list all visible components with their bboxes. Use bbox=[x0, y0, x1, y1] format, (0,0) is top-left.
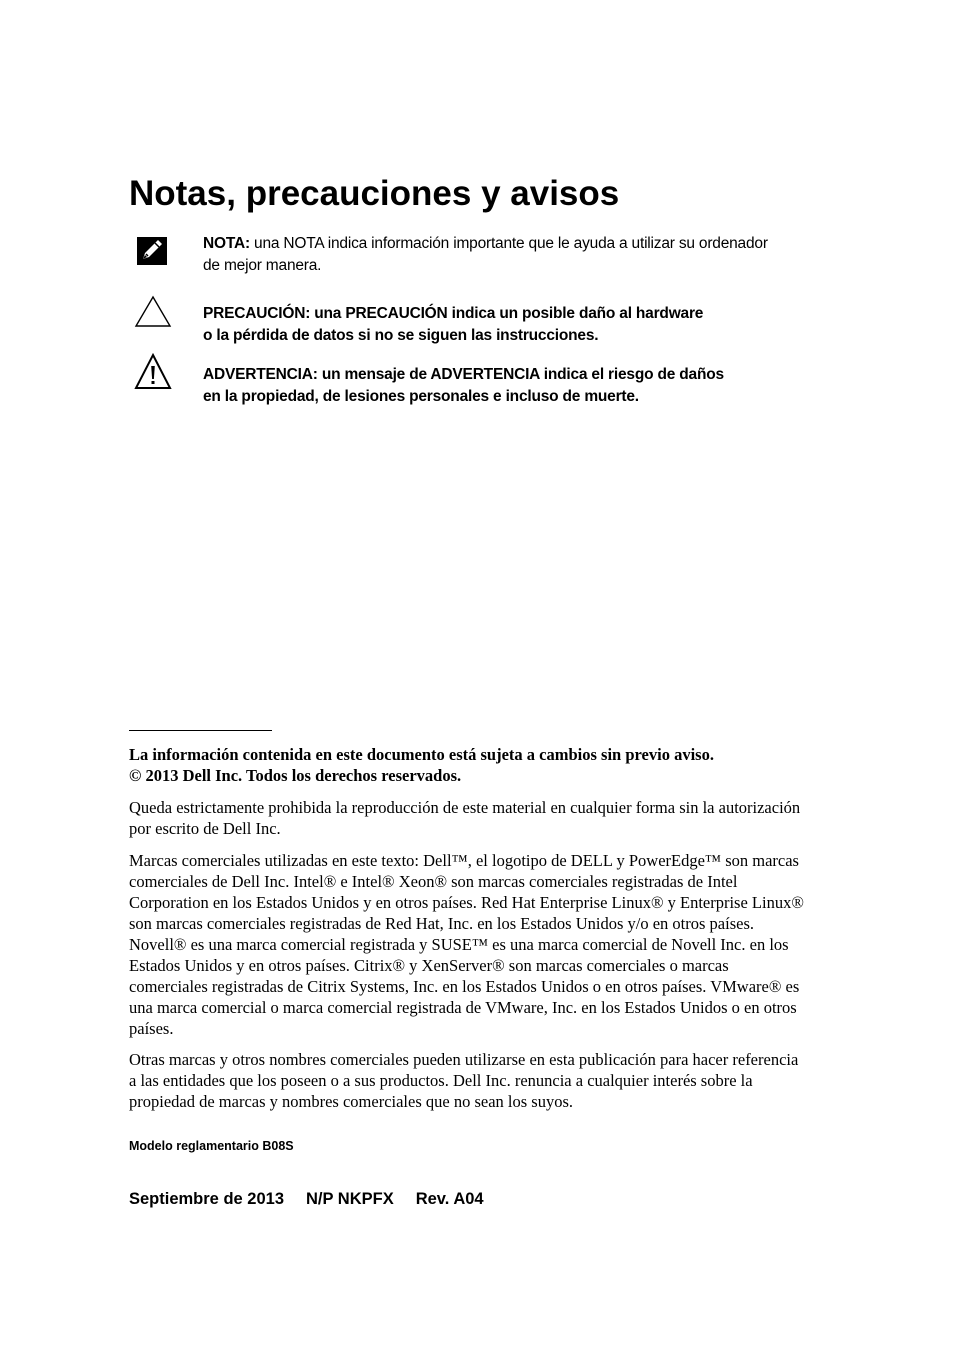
note-pencil-icon bbox=[133, 231, 173, 271]
warning-text bbox=[203, 364, 823, 407]
caution-triangle-icon bbox=[133, 294, 173, 334]
note-label: NOTA: bbox=[203, 235, 250, 252]
other-trademarks-paragraph: Otras marcas y otros nombres comerciales pueden utilizarse en esta publicación para hacer referencia a las entidades que los poseen o a sus productos. Dell Inc. renuncia a cualquier interés sobre la propiedad de marcas y nombres comerciales que no sean los suyos. bbox=[129, 1050, 799, 1111]
page-title: Notas, precauciones y avisos bbox=[129, 174, 620, 213]
change-notice bbox=[129, 744, 809, 786]
note-text bbox=[203, 233, 823, 276]
footnote-divider bbox=[129, 730, 272, 731]
change-notice-line1: La información contenida en este documento está sujeta a cambios sin previo aviso. bbox=[129, 745, 714, 764]
part-number: N/P NKPFX bbox=[306, 1190, 394, 1208]
warning-text-line2: en la propiedad, de lesiones personales e incluso de muerte. bbox=[203, 387, 639, 405]
note-text-line1: una NOTA indica información importante que le ayuda a utilizar su ordenador bbox=[249, 235, 768, 252]
warning-text-line1: ADVERTENCIA: un mensaje de ADVERTENCIA indica el riesgo de daños bbox=[203, 366, 724, 383]
publication-footer bbox=[129, 1190, 484, 1209]
revision: Rev. A04 bbox=[415, 1190, 484, 1208]
regulatory-model: Modelo reglamentario B08S bbox=[129, 1139, 294, 1153]
caution-text bbox=[203, 303, 823, 346]
copyright-line: © 2013 Dell Inc. Todos los derechos reservados. bbox=[129, 766, 462, 785]
caution-text-line2: o la pérdida de datos si no se siguen las instrucciones. bbox=[203, 326, 599, 344]
trademarks-paragraph: Marcas comerciales utilizadas en este texto: Dell™, el logotipo de DELL y PowerEdge™ son marcas comerciales de Dell Inc. Intel® e Intel® Xeon® son marcas comerciales registradas de Intel Corporation en los Estados Unidos y en otros países. Red Hat Enterprise Linux® y Enterprise Linux® son marcas comerciales registradas de Red Hat, Inc. en los Estados Unidos y/o en otros países. Novell® es una marca comercial registrada y SUSE™ es una marca comercial de Novell Inc. en los Estados Unidos y en otros países. Citrix® y XenServer® son marcas comerciales o marcas comerciales registradas de Citrix Systems, Inc. en los Estados Unidos o en otros países. VMware® es una marca comercial o marca comercial registrada de VMware, Inc. en los Estados Unidos o en otros países. bbox=[129, 851, 804, 1038]
publication-date: Septiembre de 2013 bbox=[129, 1190, 284, 1208]
note-text-line2: de mejor manera. bbox=[203, 256, 322, 274]
warning-exclamation-icon bbox=[133, 352, 173, 392]
reproduction-paragraph: Queda estrictamente prohibida la reproducción de este material en cualquier forma sin la autorización por escrito de Dell Inc. bbox=[129, 798, 801, 838]
caution-text-line1: PRECAUCIÓN: una PRECAUCIÓN indica un posible daño al hardware bbox=[203, 305, 704, 322]
